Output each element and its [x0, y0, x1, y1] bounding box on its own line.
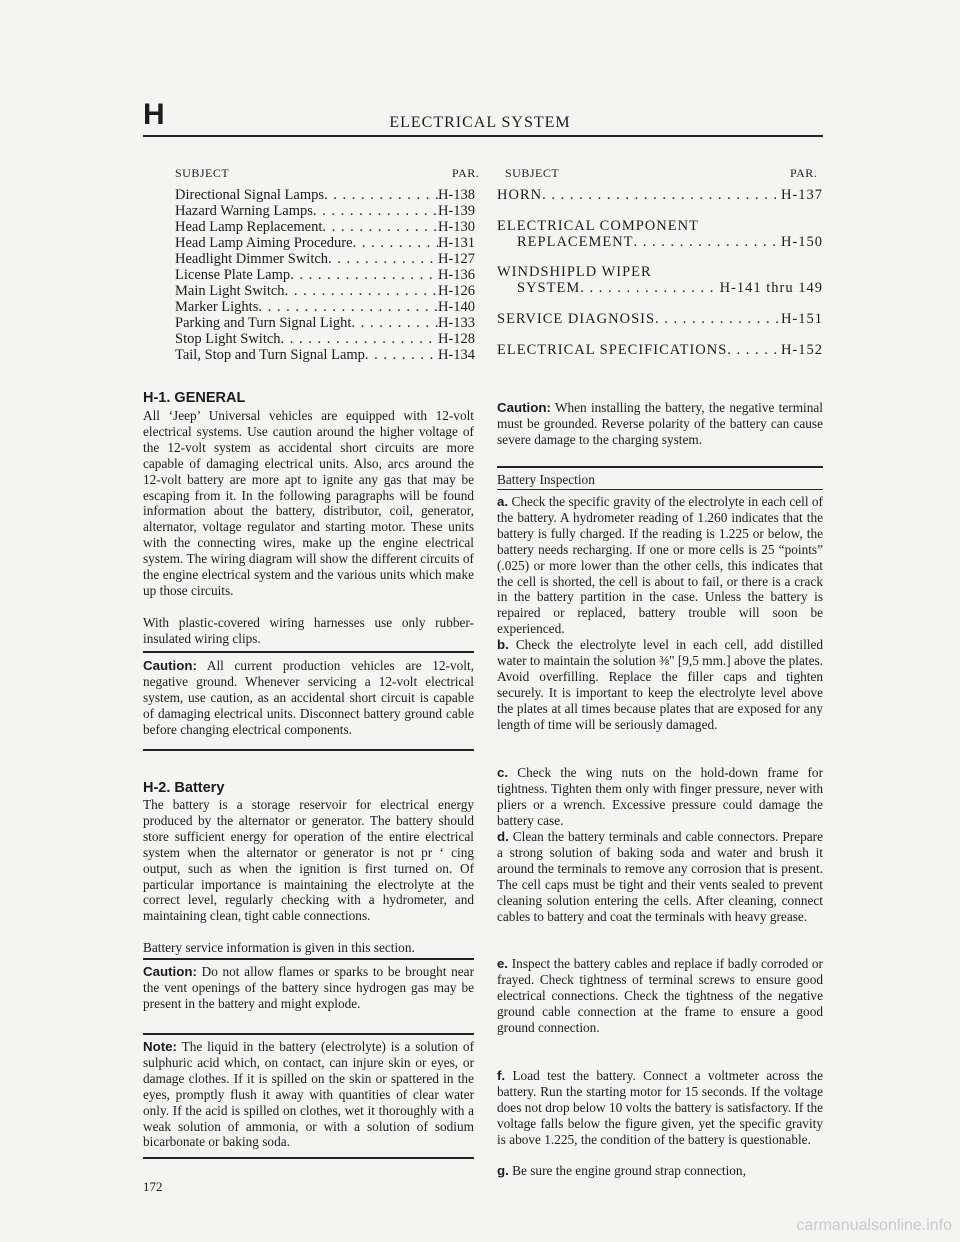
caution-label: Caution:	[143, 964, 197, 979]
index-row[interactable]	[175, 267, 475, 283]
step-label: g.	[497, 1163, 509, 1178]
index-par: H-136	[437, 267, 475, 283]
index-subject: License Plate Lamp	[175, 267, 291, 283]
index-par: H-138	[437, 187, 475, 203]
index-par: H-139	[437, 203, 475, 219]
index-row[interactable]	[517, 234, 823, 250]
caution-text: All current production vehicles are 12-volt, negative ground. Whenever servicing a 12-volt electrical system, use caution, as an accidental short circuit is capable of damaging electrical units. Disconnect battery ground cable before changing electrical components.	[143, 658, 474, 737]
index-row[interactable]	[517, 280, 823, 296]
caution-3	[497, 400, 823, 448]
index-row[interactable]	[175, 203, 475, 219]
step-text: Load test the battery. Connect a voltmeter across the battery. Run the starting motor for 15 seconds. If the voltage does not drop below 10 volts the battery is satisfactory. If the voltage falls below the figure given, yet the specific gravity is above 1.225, the condition of the battery is questionable.	[497, 1068, 823, 1147]
par-label: PAR.	[452, 166, 480, 180]
step-text: Check the specific gravity of the electrolyte in each cell of the battery. A hydrometer reading of 1.260 indicates that the battery is fully charged. If the reading is 1.225 or below, the battery needs recharging. If one or more cells is 25 “points” (.025) or more lower than the other cells, this indicates that the cell is shorted, the cell is about to fail, or there is a crack in the battery partition in the case. Unless the battery is repaired or replaced, battery trouble will soon be experienced.	[497, 494, 823, 637]
step-text: Check the electrolyte level in each cell, add distilled water to maintain the solution ⅜" [9,5 mm.] above the plates. Avoid overfilling. Replace the filler caps and tighten securely. It is important to keep the electrolyte level above the plates at all times because plates that are exposed for any length of time will be seriously damaged.	[497, 637, 824, 732]
index-par: H-131	[437, 235, 475, 251]
index-subject: Marker Lights	[175, 299, 259, 315]
watermark: carmanualsonline.info	[796, 1217, 952, 1234]
divider	[497, 489, 823, 490]
index-row[interactable]	[497, 311, 823, 327]
section-letter: H	[143, 98, 165, 131]
caution-text: When installing the battery, the negative terminal must be grounded. Reverse polarity of the battery can cause severe damage to the charging system.	[497, 400, 823, 447]
index-subject: HORN	[497, 187, 543, 203]
inspection-step	[497, 765, 823, 829]
step-text: Check the wing nuts on the hold-down frame for tightness. Tighten them only with finger pressure, never with pliers or a wrench. Excessive pressure could damage the battery case.	[497, 765, 823, 828]
index-subject: Main Light Switch	[175, 283, 285, 299]
step-label: e.	[497, 956, 509, 971]
subject-label: SUBJECT	[505, 166, 560, 180]
index-par: H-134	[437, 347, 475, 363]
index-par: H-140	[437, 299, 475, 315]
index-subject: SERVICE DIAGNOSIS	[497, 311, 656, 327]
index-subject: Parking and Turn Signal Light	[175, 315, 352, 331]
index-subject: ELECTRICAL SPECIFICATIONS	[497, 342, 728, 358]
index-subject: ELECTRICAL COMPONENT	[497, 218, 699, 234]
inspection-step	[497, 1068, 823, 1148]
divider	[143, 1033, 474, 1035]
index-subject: Headlight Dimmer Switch	[175, 251, 329, 267]
index-row-line1[interactable]	[497, 218, 823, 234]
caution-text: Do not allow flames or sparks to be brought near the vent openings of the battery since hydrogen gas may be present in the battery and might explode.	[143, 964, 474, 1011]
index-row[interactable]	[175, 299, 475, 315]
index-subject: Stop Light Switch	[175, 331, 281, 347]
page-title: ELECTRICAL SYSTEM	[389, 114, 571, 131]
index-subject: REPLACEMENT	[517, 234, 634, 250]
index-par: H-130	[437, 219, 475, 235]
inspection-step	[497, 494, 823, 637]
note-text: The liquid in the battery (electrolyte) is a solution of sulphuric acid which, on contact, can injure skin or eyes, or damage clothes. If it is spilled on the skin or spattered in the eyes, promptly flush it away with quantities of clear water only. If the acid is spilled on clothes, wet it thoroughly with a weak solution of ammonia, or with a solution of sodium bicarbonate or baking soda.	[143, 1039, 474, 1150]
h2-body: The battery is a storage reservoir for electrical energy produced by the alternator or generator. The battery should store sufficient energy for operation of the entire electrical system when the alternator or generator is not pr ‘ cing output, such as when the ignition is first turned on. Of particular importance is maintaining the electrolyte at the correct level, regularly checking with a hydrometer, and maintaining clean, tight cable connections.	[143, 797, 474, 924]
index-row[interactable]	[175, 331, 475, 347]
page-number: 172	[143, 1179, 163, 1194]
step-label: a.	[497, 494, 509, 509]
step-label: f.	[497, 1068, 506, 1083]
caution-1	[143, 658, 474, 738]
divider	[143, 1157, 474, 1159]
note-label: Note:	[143, 1039, 177, 1054]
index-subject: Head Lamp Replacement	[175, 219, 323, 235]
index-row[interactable]	[497, 342, 823, 358]
step-label: d.	[497, 829, 509, 844]
inspection-step	[497, 829, 823, 924]
index-row-line1[interactable]	[497, 264, 823, 280]
index-par: H-127	[437, 251, 475, 267]
index-par: H-150	[780, 234, 823, 250]
step-label: c.	[497, 765, 509, 780]
index-row[interactable]	[175, 251, 475, 267]
inspection-step	[497, 956, 823, 1036]
step-text: Inspect the battery cables and replace if badly corroded or frayed. Check tightness of terminal screws to ensure good electrical connections. Check the tightness of the negative ground cable connection at the frame to ensure a good ground connection.	[497, 956, 823, 1035]
h1-body: All ‘Jeep’ Universal vehicles are equipped with 12-volt electrical systems. Use caution around the higher voltage of the 12-volt system as accidental short circuits are more capable of damaging electrical units. Also, arcs around the 12-volt battery are more apt to ignite any gas that may be escaping from it. In the following paragraphs will be found information about the battery, distributor, coil, generator, alternator, voltage regulator and starting motor. These units with the connecting wires, make up the engine electrical system. The wiring diagram will show the different circuits of the engine electrical system and the various units which make up those circuits.	[143, 408, 474, 598]
step-label: b.	[497, 637, 509, 652]
index-row[interactable]	[497, 187, 823, 203]
index-subject: SYSTEM	[517, 280, 581, 296]
index-par: H-128	[437, 331, 475, 347]
inspection-step	[497, 637, 823, 732]
index-par: H-151	[780, 311, 823, 327]
index-row[interactable]	[175, 235, 475, 251]
par-label: PAR.	[790, 166, 818, 180]
subject-label: SUBJECT	[175, 166, 230, 180]
divider	[497, 466, 823, 468]
step-text: Be sure the engine ground strap connection,	[512, 1163, 746, 1178]
index-row[interactable]	[175, 347, 475, 363]
section-title-h2: H-2. Battery	[143, 780, 225, 796]
note	[143, 1039, 474, 1150]
index-par: H-141 thru 149	[719, 280, 823, 296]
index-subject: Directional Signal Lamps	[175, 187, 324, 203]
index-row[interactable]	[175, 315, 475, 331]
index-par: H-152	[780, 342, 823, 358]
index-subject: Head Lamp Aiming Procedure	[175, 235, 353, 251]
section-title-h1: H-1. GENERAL	[143, 390, 246, 406]
caution-label: Caution:	[143, 658, 197, 673]
divider	[143, 651, 474, 653]
h2-body-2: Battery service information is given in this section.	[143, 940, 415, 955]
step-text: Clean the battery terminals and cable connectors. Prepare a strong solution of baking soda and water and brush it around the terminals to remove any corrosion that is present. The cell caps must be tight and their vents sealed to prevent cleaning solution entering the cells. After cleaning, connect cables to battery and coat the terminals with heavy grease.	[497, 829, 823, 924]
caution-2	[143, 964, 474, 1012]
header-rule	[143, 135, 823, 137]
index-par: H-137	[780, 187, 823, 203]
index-subject: WINDSHIPLD WIPER	[497, 264, 652, 280]
index-subject: Hazard Warning Lamps	[175, 203, 313, 219]
index-row[interactable]	[175, 219, 475, 235]
divider	[143, 749, 474, 751]
index-subject: Tail, Stop and Turn Signal Lamp	[175, 347, 365, 363]
index-par: H-126	[437, 283, 475, 299]
index-row[interactable]	[175, 283, 475, 299]
divider	[143, 958, 474, 960]
index-row[interactable]	[175, 187, 475, 203]
inspection-step	[497, 1163, 823, 1179]
h1-body-2: With plastic-covered wiring harnesses use only rubber-insulated wiring clips.	[143, 615, 474, 646]
inspection-title: Battery Inspection	[497, 472, 595, 487]
caution-label: Caution:	[497, 400, 551, 415]
index-par: H-133	[437, 315, 475, 331]
